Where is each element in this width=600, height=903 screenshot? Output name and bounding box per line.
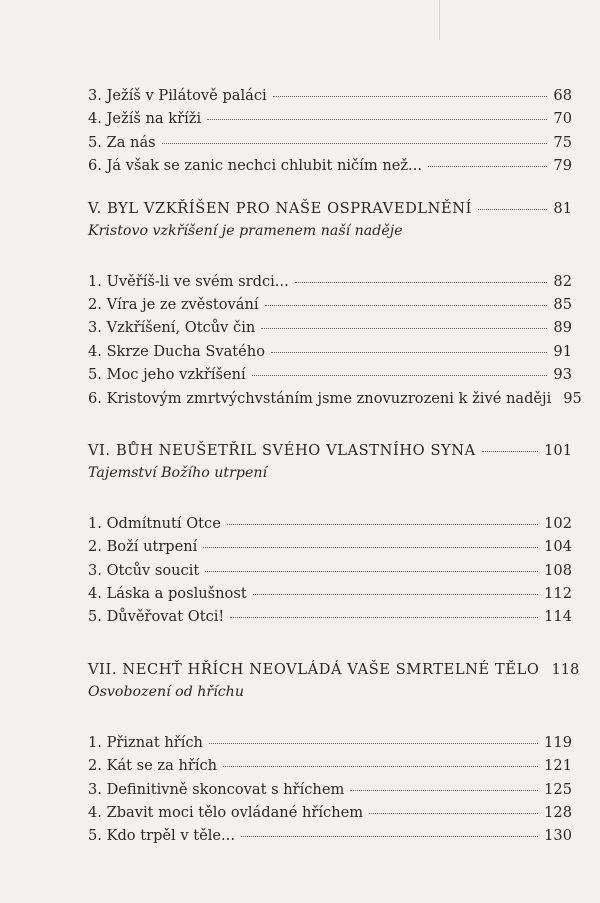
- toc-entry[interactable]: [88, 107, 572, 130]
- dot-leader: [482, 450, 538, 452]
- toc-entry-page: 128: [544, 804, 572, 822]
- toc-entry-page: 82: [553, 272, 572, 290]
- part-v-title: V. BYL VZKŘÍŠEN PRO NAŠE OSPRAVEDLNĚNÍ: [88, 199, 473, 217]
- part-vi-subtitle: Tajemství Božího utrpení: [88, 464, 268, 481]
- dot-leader: [241, 835, 538, 837]
- toc-entry-label: 4. Láska a poslušnost: [88, 585, 247, 603]
- dot-leader: [265, 304, 548, 306]
- toc-entry-label: 4. Skrze Ducha Svatého: [88, 342, 265, 360]
- part-v-page: 81: [553, 199, 572, 217]
- toc-entry-page: 114: [544, 608, 572, 626]
- toc-entry-page: 102: [544, 514, 572, 532]
- toc-entry-page: 130: [544, 827, 572, 845]
- toc-entry[interactable]: [88, 535, 572, 558]
- toc-entry-page: 104: [544, 538, 572, 556]
- toc-entry[interactable]: [88, 512, 572, 535]
- toc-entry-page: 75: [553, 133, 572, 151]
- dot-leader: [227, 523, 538, 525]
- dot-leader: [253, 593, 538, 595]
- toc-entry-label: 3. Vzkříšení, Otcův čin: [88, 319, 256, 337]
- toc-entry-page: 125: [544, 780, 572, 798]
- dot-leader: [271, 351, 547, 353]
- toc-entry-label: 5. Moc jeho vzkříšení: [88, 366, 246, 384]
- toc-entry[interactable]: [88, 340, 572, 363]
- toc-entry-label: 5. Za nás: [88, 133, 156, 151]
- dot-leader: [261, 327, 547, 329]
- dot-leader: [478, 208, 547, 210]
- toc-entry-label: 2. Kát se za hřích: [88, 757, 218, 775]
- toc-entry-label: 5. Kdo trpěl v těle...: [88, 827, 235, 845]
- toc-entry-label: 4. Ježíš na kříži: [88, 110, 202, 128]
- part-vi-title: VI. BŮH NEUŠETŘIL SVÉHO VLASTNÍHO SYNA: [88, 441, 476, 459]
- toc-entry[interactable]: [88, 316, 572, 339]
- toc-entry-label: 1. Přiznat hřích: [88, 733, 203, 751]
- page-bleed-rule: [439, 0, 440, 40]
- dot-leader: [369, 812, 538, 814]
- toc-entry-page: 112: [544, 585, 572, 603]
- toc-entry[interactable]: [88, 778, 572, 801]
- toc-entry[interactable]: [88, 731, 572, 754]
- part-vii-page: 118: [551, 660, 580, 678]
- part-vi-page: 101: [544, 441, 572, 459]
- part-vii-title: VII. NECHŤ HŘÍCH NEOVLÁDÁ VAŠE SMRTELNÉ TĚLO: [88, 660, 540, 678]
- toc-entry-label: 3. Ježíš v Pilátově paláci: [88, 87, 267, 104]
- part-iv-entries: [88, 84, 572, 178]
- toc-entry-page: 89: [553, 319, 572, 337]
- dot-leader: [252, 374, 548, 376]
- toc-entry[interactable]: [88, 582, 572, 605]
- part-v-entries: [88, 270, 582, 410]
- toc-entry[interactable]: [88, 293, 572, 316]
- toc-entry-label: 6. Kristovým zmrtvýchvstáním jsme znovuzrozeni k živé naději: [88, 389, 552, 407]
- toc-entry[interactable]: [88, 84, 572, 107]
- part-vi-heading[interactable]: [88, 439, 572, 462]
- part-v-subtitle: Kristovo vzkříšení je pramenem naší naděje: [88, 222, 403, 239]
- dot-leader: [273, 95, 548, 97]
- table-of-contents: [88, 84, 582, 848]
- toc-entry-page: 121: [544, 757, 572, 775]
- part-vi-entries: [88, 512, 572, 629]
- toc-entry-label: 2. Víra je ze zvěstování: [88, 295, 259, 313]
- part-vii-entries: [88, 731, 572, 848]
- dot-leader: [295, 281, 548, 283]
- toc-entry-page: 119: [544, 733, 572, 751]
- toc-entry-label: 2. Boží utrpení: [88, 538, 198, 556]
- toc-entry[interactable]: [88, 605, 572, 628]
- toc-entry-label: 6. Já však se zanic nechci chlubit ničím než...: [88, 157, 422, 175]
- part-vii-heading[interactable]: [88, 658, 580, 681]
- dot-leader: [205, 570, 538, 572]
- dot-leader: [428, 165, 547, 167]
- dot-leader: [223, 765, 538, 767]
- dot-leader: [207, 118, 547, 120]
- toc-entry-label: 5. Důvěřovat Otci!: [88, 608, 225, 626]
- toc-entry-label: 1. Uvěříš-li ve svém srdci...: [88, 272, 289, 290]
- toc-entry[interactable]: [88, 559, 572, 582]
- toc-entry[interactable]: [88, 801, 572, 824]
- toc-entry-label: 1. Odmítnutí Otce: [88, 514, 221, 532]
- toc-entry-page: 95: [563, 389, 582, 407]
- part-v-heading[interactable]: [88, 197, 572, 220]
- toc-entry-page: 85: [553, 295, 572, 313]
- toc-entry-page: 91: [553, 342, 572, 360]
- toc-entry-label: 3. Otcův soucit: [88, 561, 200, 579]
- toc-entry-page: 93: [553, 366, 572, 384]
- toc-entry-label: 3. Definitivně skoncovat s hříchem: [88, 780, 345, 798]
- toc-entry-page: 79: [553, 157, 572, 175]
- dot-leader: [230, 616, 538, 618]
- toc-entry[interactable]: [88, 754, 572, 777]
- part-vii-subtitle: Osvobození od hříchu: [88, 683, 244, 700]
- toc-entry-page: 108: [544, 561, 572, 579]
- toc-entry-page: 68: [553, 87, 572, 104]
- toc-entry[interactable]: [88, 824, 572, 847]
- toc-entry[interactable]: [88, 131, 572, 154]
- toc-entry[interactable]: [88, 154, 572, 177]
- toc-entry-label: 4. Zbavit moci tělo ovládané hříchem: [88, 804, 364, 822]
- dot-leader: [350, 789, 538, 791]
- dot-leader: [203, 546, 538, 548]
- dot-leader: [209, 742, 538, 744]
- toc-entry[interactable]: [88, 387, 582, 410]
- toc-entry-page: 70: [553, 110, 572, 128]
- toc-entry[interactable]: [88, 363, 572, 386]
- dot-leader: [162, 142, 548, 144]
- toc-entry[interactable]: [88, 270, 572, 293]
